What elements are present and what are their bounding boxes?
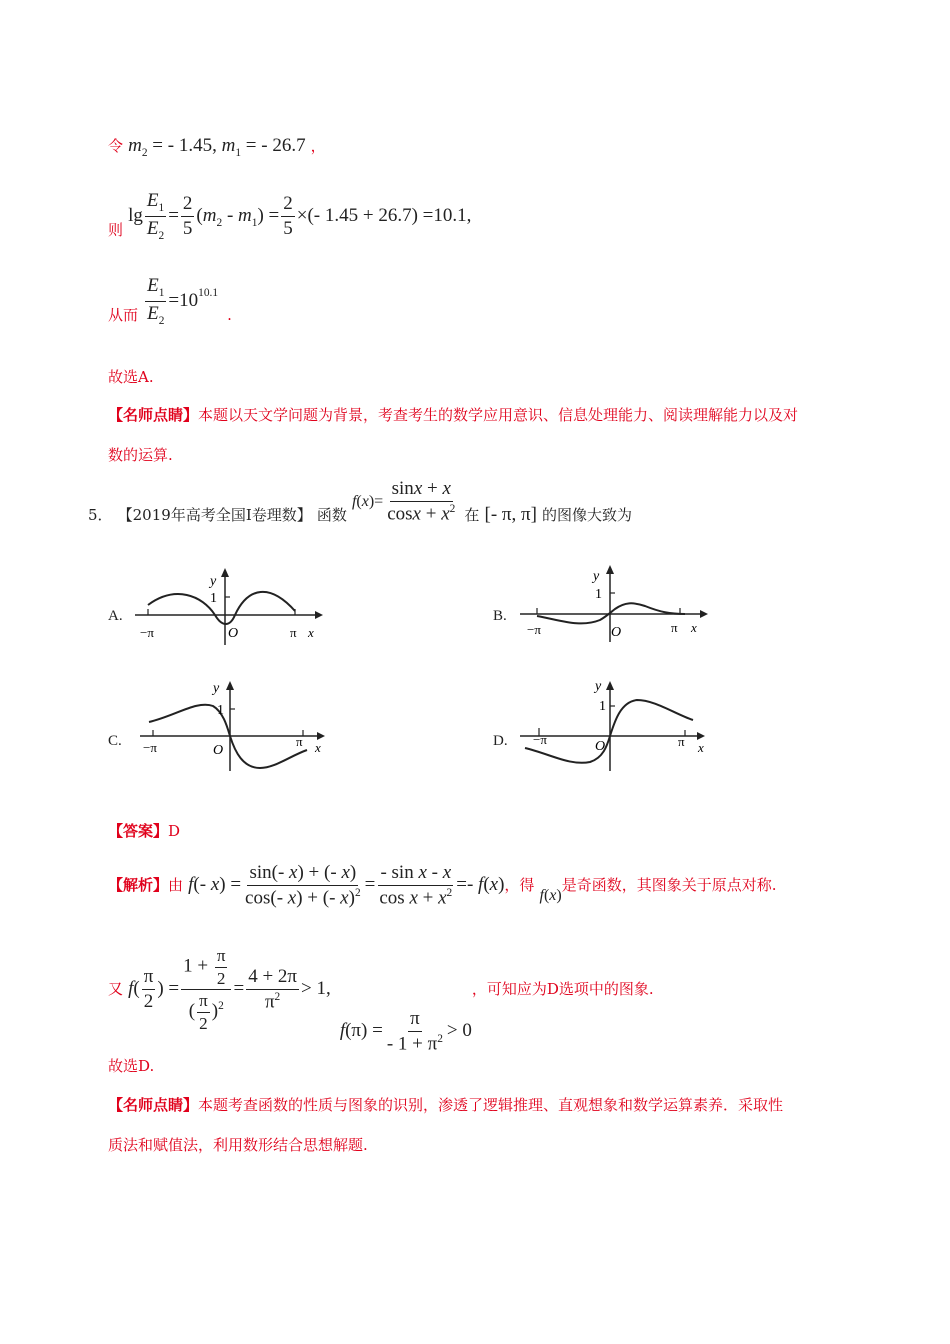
option-a-label: A.	[108, 608, 123, 624]
origin-label: O	[595, 739, 606, 754]
q5-comment-tag: 【名师点睛】	[108, 1096, 199, 1114]
y-label: y	[593, 569, 600, 584]
x-axis-arrow	[315, 611, 323, 619]
q5-function-lhs: f(x)=	[351, 493, 384, 510]
x-label: x	[315, 740, 321, 755]
answer-tag: 【答案】	[108, 822, 169, 840]
q5-conclusion: 故选D.	[108, 1057, 155, 1075]
analysis-fx: f(x)	[539, 886, 562, 904]
y-axis-arrow	[226, 681, 234, 690]
q4-comment-line1	[108, 404, 798, 425]
ratio-result-math: $\frac{E_1}{E_2}$ $=10^{10.1}$	[147, 275, 219, 327]
option-d-graph	[515, 676, 715, 776]
neg-pi-label: −π	[143, 740, 157, 755]
congr-text: 从而	[108, 305, 139, 324]
check-tail: ，可知应为D选项中的图象.	[471, 980, 654, 999]
analysis-lead: 由	[168, 875, 184, 894]
y-axis-arrow	[606, 565, 614, 574]
one-label: 1	[599, 699, 606, 714]
x-label: x	[698, 740, 704, 755]
line-ratio-result	[108, 275, 232, 328]
x-axis-arrow	[700, 610, 708, 618]
check-math2: f(π) = $\frac{\pi}{- 1 + \pi^2}$ > 0	[339, 1008, 472, 1055]
analysis-tag: 【解析】	[108, 875, 169, 894]
x-label: x	[308, 625, 314, 640]
ling-text: 令	[108, 137, 124, 155]
y-label: y	[213, 681, 220, 696]
option-a-graph	[130, 565, 330, 650]
option-d-label: D.	[493, 733, 508, 749]
q5-stem	[88, 478, 632, 526]
y-label: y	[595, 679, 602, 694]
pi-label: π	[671, 620, 678, 635]
one-label: 1	[217, 703, 224, 718]
analysis-mid: ，得	[504, 875, 535, 894]
q4-conclusion: 故选A.	[108, 368, 154, 386]
q5-comment-text1: 本题考查函数的性质与图象的识别，渗透了逻辑推理、直观想象和数学运算素养．采取性	[198, 1096, 784, 1114]
x-axis-arrow	[317, 732, 325, 740]
neg-pi-label: −π	[527, 622, 541, 637]
line1-tail: ，	[310, 137, 326, 155]
m-values-math: $m_2$ = - 1.45, $m_1$ = - 26.7	[128, 135, 306, 159]
analysis-tail: 是奇函数，其图象关于原点对称.	[561, 875, 777, 894]
q5-stem-a: 函数	[316, 506, 347, 524]
analysis-math: f(- x) = $\frac{\sin(- x) + (- x)}{\cos(- x) + (- x)^2}$ = $\frac{\text{- sin x - x}}{\cos x + x^2}$ =- f(x)	[188, 862, 505, 909]
option-a-curve	[148, 592, 295, 624]
answer-value: D	[168, 822, 181, 840]
origin-label: O	[228, 626, 239, 641]
lg-ratio-math: lg $\frac{E_1}{E_2}$ = $\frac{2}{5}$ $(m_2 - m_1)$ = $\frac{2}{5}$ ×(- 1.45 + 26.7) =10.1,	[128, 190, 472, 242]
q5-source: 【2019年高考全国Ⅰ卷理数】	[117, 506, 312, 524]
line-lg-ratio	[108, 190, 471, 243]
q5-comment-text2: 质法和赋值法，利用数形结合思想解题.	[108, 1136, 368, 1154]
option-b-label: B.	[493, 608, 507, 624]
origin-label: O	[611, 625, 622, 640]
line3-tail: .	[227, 305, 232, 324]
option-d-curve	[525, 700, 693, 763]
x-axis-arrow	[697, 732, 705, 740]
option-c-label: C.	[108, 733, 122, 749]
line-m-values	[108, 135, 326, 159]
check-line	[108, 946, 654, 1055]
q5-comment-line1	[108, 1094, 783, 1115]
one-label: 1	[210, 591, 217, 606]
answer-line	[108, 820, 180, 841]
neg-pi-label: −π	[533, 732, 547, 747]
pi-label: π	[290, 625, 297, 640]
one-label: 1	[595, 587, 602, 602]
y-axis-arrow	[221, 568, 229, 577]
q5-stem-c: 的图像大致为	[542, 506, 633, 524]
x-label: x	[691, 620, 697, 635]
analysis-line	[108, 862, 777, 909]
neg-pi-label: −π	[140, 625, 154, 640]
q5-number: 5．	[88, 506, 113, 524]
q5-function-fraction: $\frac{\sin x + x}{\cos x + x^2}$	[387, 478, 456, 525]
q5-interval: [- π, π]	[484, 504, 537, 525]
check-lead: 又	[108, 980, 124, 999]
pi-label: π	[678, 734, 685, 749]
origin-label: O	[213, 743, 224, 758]
q4-comment-text2: 数的运算.	[108, 446, 173, 464]
pi-label: π	[296, 734, 303, 749]
ze-text: 则	[108, 220, 124, 239]
q4-comment-text1: 本题以天文学问题为背景，考查考生的数学应用意识、信息处理能力、阅读理解能力以及对	[198, 406, 799, 424]
q4-comment-tag: 【名师点睛】	[108, 406, 199, 424]
check-math1: f( $\frac{\pi}{2}$ ) = 1 + $\frac{\pi}{2}$ ( $\frac{\pi}{2}$ )$^2$ = $\frac{4 + 2\pi}{\pi^2}$ > 1,	[128, 946, 331, 1033]
y-label: y	[210, 574, 217, 589]
option-b-graph	[515, 562, 715, 647]
y-axis-arrow	[606, 681, 614, 690]
option-c-graph	[135, 676, 335, 776]
q5-stem-b: 在	[464, 506, 480, 524]
